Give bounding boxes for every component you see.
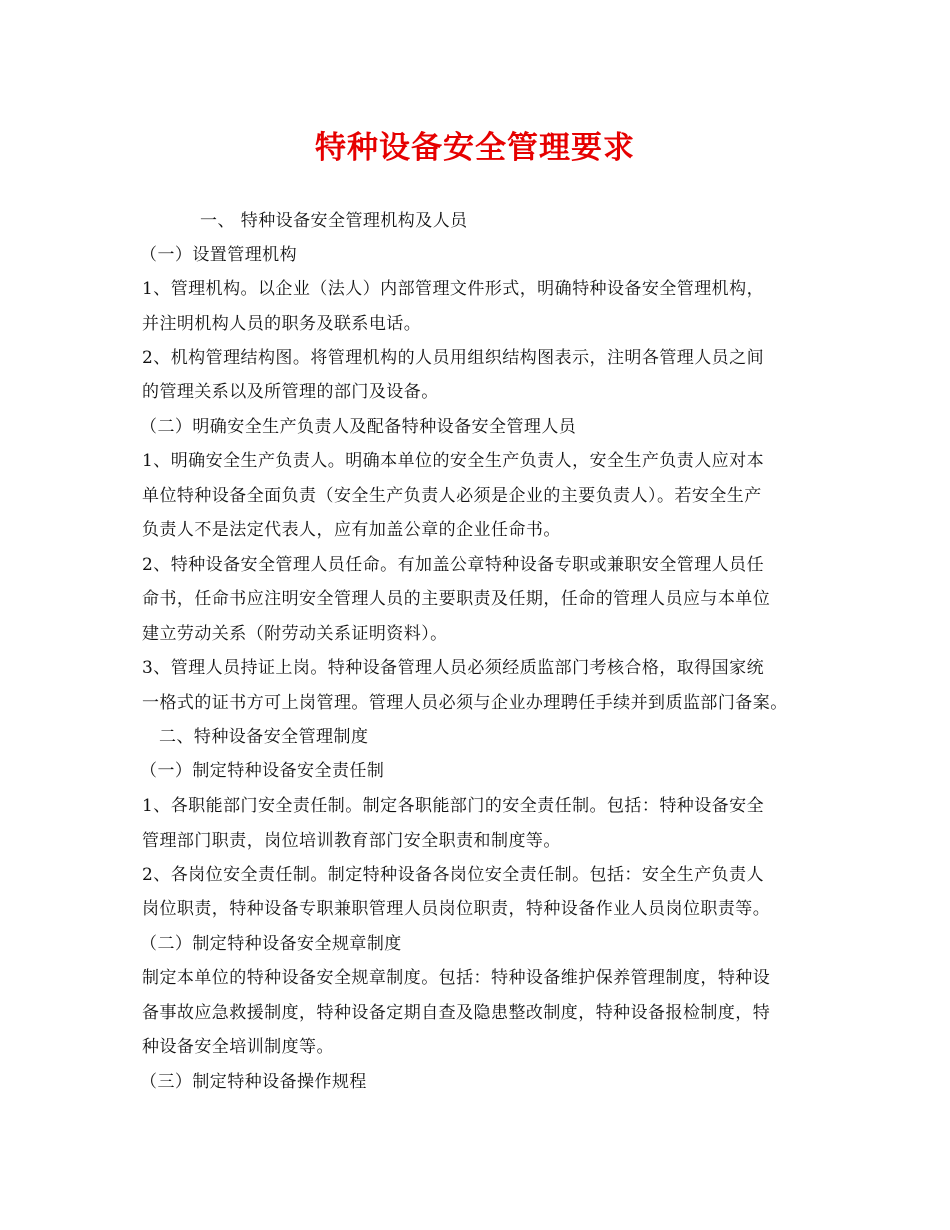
paragraph-line: 1、各职能部门安全责任制。制定各职能部门的安全责任制。包括：特种设备安全 [142,796,765,816]
paragraph-line: 2、特种设备安全管理人员任命。有加盖公章特种设备专职或兼职安全管理人员任 [142,555,765,575]
paragraph-line: 一格式的证书方可上岗管理。管理人员必须与企业办理聘任手续并到质监部门备案。 [142,693,788,713]
subsection-heading: （三）制定特种设备操作规程 [140,1072,367,1092]
paragraph-line: 备事故应急救援制度，特种设备定期自查及隐患整改制度，特种设备报检制度，特 [142,1003,771,1023]
paragraph-line: 1、明确安全生产负责人。明确本单位的安全生产负责人，安全生产负责人应对本 [142,451,765,471]
paragraph-line: 制定本单位的特种设备安全规章制度。包括：特种设备维护保养管理制度，特种设 [142,968,771,988]
paragraph-line: 种设备安全培训制度等。 [142,1037,334,1057]
paragraph-line: 2、各岗位安全责任制。制定特种设备各岗位安全责任制。包括：安全生产负责人 [142,865,765,885]
paragraph-line: 负责人不是法定代表人，应有加盖公章的企业任命书。 [142,520,561,540]
subsection-heading: （二）明确安全生产负责人及配备特种设备安全管理人员 [140,417,577,437]
paragraph-line: 的管理关系以及所管理的部门及设备。 [142,382,439,402]
section-heading: 一、 特种设备安全管理机构及人员 [200,211,468,231]
paragraph-line: 管理部门职责，岗位培训教育部门安全职责和制度等。 [142,831,561,851]
subsection-heading: （二）制定特种设备安全规章制度 [140,934,402,954]
paragraph-line: 建立劳动关系（附劳动关系证明资料）。 [142,624,448,644]
paragraph-line: 岗位职责，特种设备专职兼职管理人员岗位职责，特种设备作业人员岗位职责等。 [142,899,771,919]
paragraph-line: 并注明机构人员的职务及联系电话。 [142,314,422,334]
paragraph-line: 命书，任命书应注明安全管理人员的主要职责及任期，任命的管理人员应与本单位 [142,589,771,609]
paragraph-line: 1、管理机构。以企业（法人）内部管理文件形式，明确特种设备安全管理机构， [142,279,765,299]
document-title: 特种设备安全管理要求 [315,130,635,166]
subsection-heading: （一）制定特种设备安全责任制 [140,761,385,781]
paragraph-line: 3、管理人员持证上岗。特种设备管理人员必须经质监部门考核合格，取得国家统 [142,658,765,678]
section-heading: 二、特种设备安全管理制度 [159,727,369,747]
paragraph-line: 2、机构管理结构图。将管理机构的人员用组织结构图表示，注明各管理人员之间 [142,348,765,368]
subsection-heading: （一）设置管理机构 [140,245,298,265]
paragraph-line: 单位特种设备全面负责（安全生产负责人必须是企业的主要负责人）。若安全生产 [142,486,762,506]
